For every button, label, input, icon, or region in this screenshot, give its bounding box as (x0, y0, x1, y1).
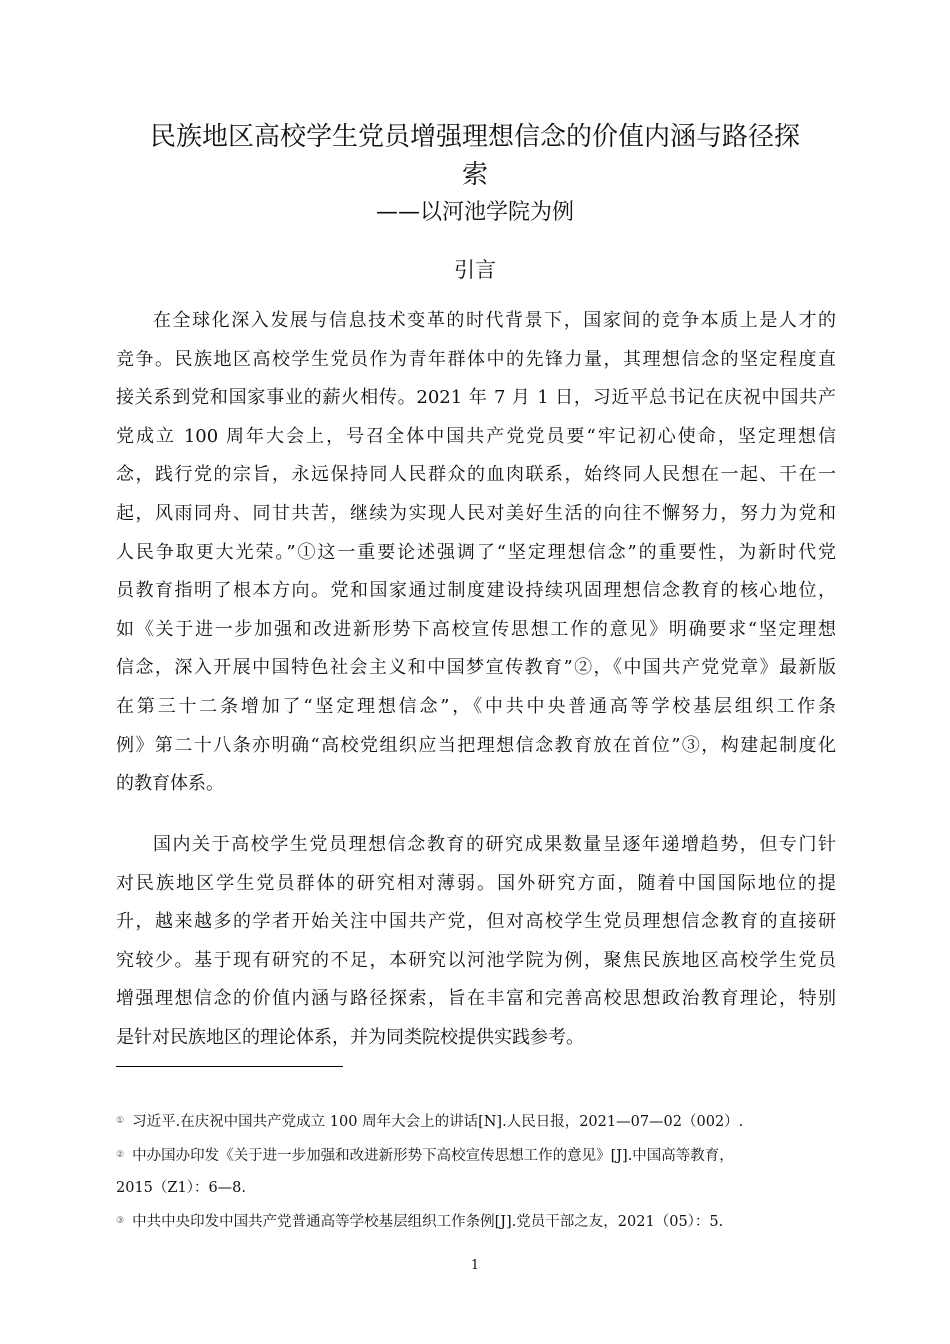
text-line: 对民族地区学生党员群体的研究相对薄弱。国外研究方面，随着中国国际地位的提 (116, 872, 836, 894)
page-number: 1 (470, 1258, 480, 1273)
footnote-separator (116, 1066, 343, 1067)
text-line: 究较少。基于现有研究的不足，本研究以河池学院为例，聚焦民族地区高校学生党员 (116, 949, 836, 971)
footnote-2 (116, 1145, 836, 1166)
text-line: 人民争取更大光荣。”①这一重要论述强调了“坚定理想信念”的重要性，为新时代党 (116, 541, 836, 563)
paragraph-1 (116, 302, 836, 804)
text-line: 的教育体系。 (116, 773, 224, 795)
text-line: 例》第二十八条亦明确“高校党组织应当把理想信念教育放在首位”③，构建起制度化 (116, 734, 836, 756)
paragraph-2 (116, 826, 836, 1058)
text-line: 在全球化深入发展与信息技术变革的时代背景下，国家间的竞争本质上是人才的 (153, 310, 836, 331)
footnote-2-continuation: 2015（Z1）：6—8. (116, 1180, 247, 1196)
footnote-text: 中办国办印发《关于进一步加强和改进新形势下高校宣传思想工作的意见》[J].中国高等教育， (132, 1148, 734, 1164)
document-subtitle: ——以河池学院为例 (375, 200, 574, 225)
footnote-1 (116, 1111, 836, 1132)
text-line: 员教育指明了根本方向。党和国家通过制度建设持续巩固理想信念教育的核心地位， (116, 580, 836, 602)
text-line: 升，越来越多的学者开始关注中国共产党，但对高校学生党员理想信念教育的直接研 (116, 911, 836, 933)
footnote-mark: ① (116, 1116, 125, 1126)
section-heading: 引言 (454, 258, 496, 282)
footnote-text: 中共中央印发中国共产党普通高等学校基层组织工作条例[J].党员干部之友，2021（05）：5. (132, 1214, 724, 1230)
text-line: 信念，深入开展中国特色社会主义和中国梦宣传教育”②，《中国共产党党章》最新版 (116, 657, 836, 679)
document-title-continued: 索 (461, 160, 488, 190)
footnote-mark: ② (116, 1150, 125, 1160)
text-line: 如《关于进一步加强和改进新形势下高校宣传思想工作的意见》明确要求“坚定理想 (116, 618, 836, 640)
text-line: 增强理想信念的价值内涵与路径探索，旨在丰富和完善高校思想政治教育理论，特别 (116, 988, 836, 1010)
footnote-text: 习近平.在庆祝中国共产党成立 100 周年大会上的讲话[N].人民日报，2021—07—02（002）. (132, 1114, 744, 1130)
footnote-mark: ③ (116, 1216, 125, 1226)
text-line: 起，风雨同舟、同甘共苦，继续为实现人民对美好生活的向往不懈努力，努力为党和 (116, 502, 836, 524)
text-line: 国内关于高校学生党员理想信念教育的研究成果数量呈逐年递增趋势，但专门针 (153, 834, 836, 855)
text-line: 在第三十二条增加了“坚定理想信念”，《中共中央普通高等学校基层组织工作条 (116, 695, 836, 717)
text-line: 党成立 100 周年大会上，号召全体中国共产党党员要“牢记初心使命，坚定理想信 (116, 425, 836, 447)
text-line: 接关系到党和国家事业的薪火相传。2021 年 7 月 1 日，习近平总书记在庆祝中国共产 (116, 387, 836, 409)
document-title: 民族地区高校学生党员增强理想信念的价值内涵与路径探 (149, 122, 800, 152)
text-line: 念，践行党的宗旨，永远保持同人民群众的血肉联系，始终同人民想在一起、干在一 (116, 464, 836, 486)
footnote-3 (116, 1211, 836, 1232)
text-line: 竞争。民族地区高校学生党员作为青年群体中的先锋力量，其理想信念的坚定程度直 (116, 348, 836, 370)
text-line: 是针对民族地区的理论体系，并为同类院校提供实践参考。 (116, 1026, 584, 1048)
